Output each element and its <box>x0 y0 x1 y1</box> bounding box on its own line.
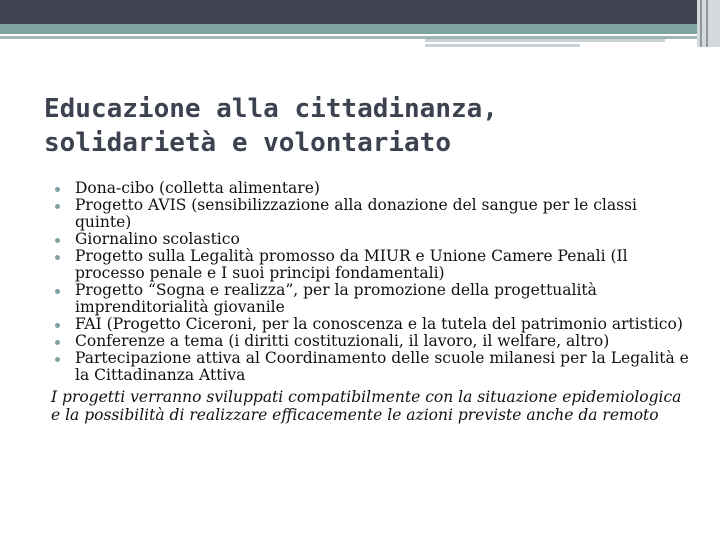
bullet-list <box>53 180 693 384</box>
header-bar-teal <box>0 24 697 34</box>
list-item <box>53 248 693 282</box>
list-item-text: Partecipazione attiva al Coordinamento delle scuole milanesi per la Legalità e la Cittadinanza Attiva <box>75 349 689 384</box>
bullet-dot-icon <box>55 204 60 209</box>
bullet-dot-icon <box>55 187 60 192</box>
list-item-text: Progetto “Sogna e realizza”, per la promozione della progettualità imprenditorialità giovanile <box>75 281 597 316</box>
list-item <box>53 231 693 248</box>
bullet-dot-icon <box>55 357 60 362</box>
header-bar-dark <box>0 0 697 24</box>
list-item <box>53 316 693 333</box>
list-item-text: Progetto sulla Legalità promosso da MIUR e Unione Camere Penali (Il processo penale e I suoi principi fondamentali) <box>75 247 628 282</box>
slide-title-line-1: Educazione alla cittadinanza, <box>44 94 498 124</box>
list-item-text: Progetto AVIS (sensibilizzazione alla donazione del sangue per le classi quinte) <box>75 196 637 231</box>
header-accent-line-short <box>425 44 580 47</box>
list-item-text: Dona-cibo (colletta alimentare) <box>75 179 320 197</box>
list-item <box>53 180 693 197</box>
closing-note: I progetti verranno sviluppati compatibilmente con la situazione epidemiologica e la possibilità di realizzare efficacemente le azioni previste anche da remoto <box>51 388 682 424</box>
header-accent-line <box>425 39 665 42</box>
bullet-dot-icon <box>55 289 60 294</box>
list-item <box>53 197 693 231</box>
bullet-dot-icon <box>55 340 60 345</box>
bullet-dot-icon <box>55 323 60 328</box>
header-edge-line <box>706 0 708 47</box>
bullet-dot-icon <box>55 255 60 260</box>
list-item <box>53 350 693 384</box>
header-edge-line <box>700 0 702 47</box>
bullet-dot-icon <box>55 238 60 243</box>
list-item-text: Conferenze a tema (i diritti costituzionali, il lavoro, il welfare, altro) <box>75 332 610 350</box>
slide-title-line-2: solidarietà e volontariato <box>44 128 451 158</box>
list-item-text: Giornalino scolastico <box>75 230 240 248</box>
slide-body <box>53 180 693 424</box>
list-item <box>53 333 693 350</box>
list-item-text: FAI (Progetto Ciceroni, per la conoscenza e la tutela del patrimonio artistico) <box>75 315 683 333</box>
slide-title <box>44 92 684 160</box>
list-item <box>53 282 693 316</box>
